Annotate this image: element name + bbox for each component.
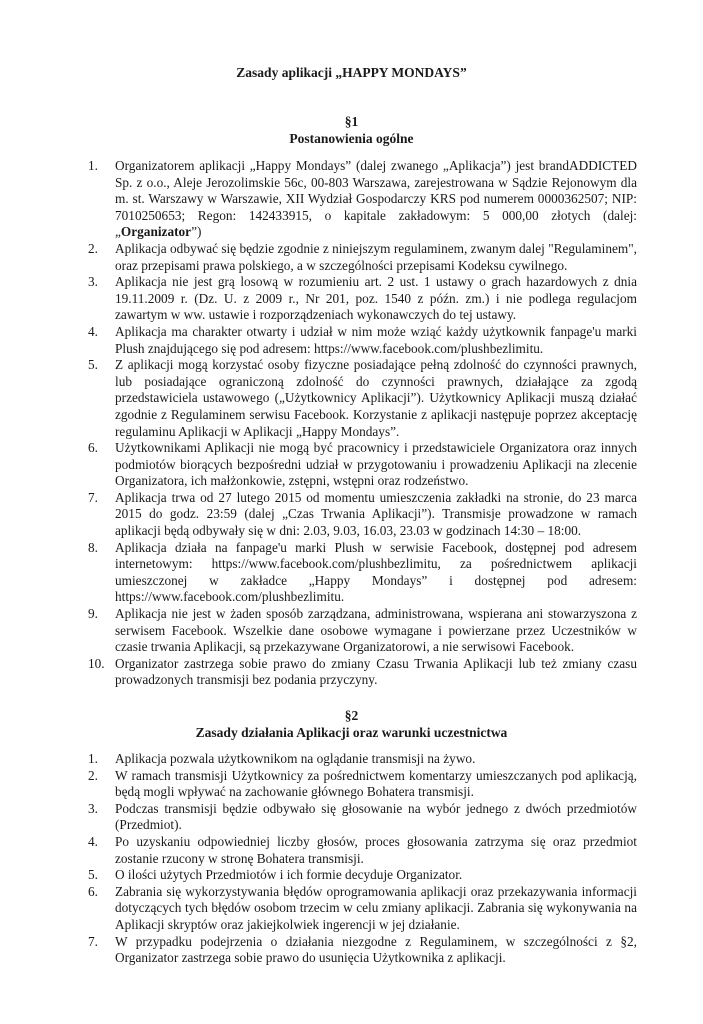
section-1-number: §1 xyxy=(344,114,359,129)
item-number: 6. xyxy=(88,440,98,456)
item-number: 4. xyxy=(88,833,98,849)
item-text: Zabrania się wykorzystywania błędów oprogramowania aplikacji oraz przekazywania informacji dotyczących tych błędów osobom trzecim w celu zmiany aplikacji. Zabrania się wykonywania na Aplikacji skryptów oraz jakiejkolwiek ingerencji w jej działanie. xyxy=(115,883,637,932)
item-text: Organizatorem aplikacji „Happy Mondays” (dalej zwanego „Aplikacja”) jest brandADDICTED Sp. z o.o., Aleje Jerozolimskie 56c, 00-803 Warszawa, zarejestrowana w Sądzie Rejonowym dla m. st. Warszawy w Warszawie, XII Wydział Gospodarczy KRS pod numerem 0000362507; NIP: 7010250653; Regon: 142433915, o kapitale zakładowym: 5 000,00 złotych (dalej: „Organizator”) xyxy=(115,158,637,240)
section-2-list xyxy=(88,751,637,967)
item-text: Aplikacja nie jest grą losową w rozumieniu art. 2 ust. 1 ustawy o grach hazardowych z dnia 19.11.2009 r. (Dz. U. z 2009 r., Nr 201, poz. 1540 z późn. zm.) i nie podlega regulacjom zawartym w ww. ustawie i rozporządzeniach wykonawczych do tej ustawy. xyxy=(115,274,637,323)
list-item xyxy=(88,800,637,834)
list-item xyxy=(88,158,637,241)
item-text: W przypadku podejrzenia o działania niezgodne z Regulaminem, w szczególności z §2, Organizator zastrzega sobie prawo do usunięcia Użytkownika z aplikacji. xyxy=(115,933,637,966)
list-item xyxy=(88,751,637,768)
item-text: Z aplikacji mogą korzystać osoby fizyczne posiadające pełną zdolność do czynności prawnych, lub posiadające ograniczoną zdolność do czynności prawnych, działające za zgodą przedstawiciela ustawowego („Użytkownicy Aplikacji”). Użytkownicy Aplikacji muszą działać zgodnie z Regulaminem serwisu Facebook. Korzystanie z aplikacji następuje poprzez akceptację regulaminu Aplikacji w Aplikacji „Happy Mondays”. xyxy=(115,357,637,439)
section-1-header xyxy=(0,113,703,147)
section-2-number: §2 xyxy=(344,708,359,723)
list-item xyxy=(88,767,637,801)
item-text: Aplikacja działa na fanpage'u marki Plush w serwisie Facebook, dostępnej pod adresem internetowym: https://www.facebook.com/plushbezlimitu, za pośrednictwem aplikacji umieszczonej w zakładce „Happy Mondays” i dostępnej pod adresem: https://www.facebook.com/plushbezlimitu. xyxy=(115,539,637,605)
item-number: 2. xyxy=(88,767,98,783)
item-number: 7. xyxy=(88,933,98,949)
item-text: Aplikacja pozwala użytkownikom na oglądanie transmisji na żywo. xyxy=(115,751,476,766)
section-1-heading: Postanowienia ogólne xyxy=(289,131,414,146)
item-number: 5. xyxy=(88,357,98,373)
list-item xyxy=(88,933,637,967)
item-text: Aplikacja odbywać się będzie zgodnie z niniejszym regulaminem, zwanym dalej "Regulaminem", oraz przepisami prawa polskiego, a w szczególności przepisami Kodeksu cywilnego. xyxy=(115,240,637,273)
item-text: Aplikacja nie jest w żaden sposób zarządzana, administrowana, wspierana ani stowarzyszona z serwisem Facebook. Wszelkie dane osobowe wymagane i powierzane przez Uczestników w czasie trwania Aplikacji, są przekazywane Organizatorowi, a nie serwisowi Facebook. xyxy=(115,606,637,655)
section-2-header xyxy=(0,707,703,741)
item-number: 9. xyxy=(88,606,98,622)
list-item xyxy=(88,357,637,440)
item-text: Aplikacja ma charakter otwarty i udział w nim może wziąć każdy użytkownik fanpage'u marki Plush znajdującego się pod adresem: https://www.facebook.com/plushbezlimitu. xyxy=(115,323,637,356)
list-item xyxy=(88,867,637,884)
item-number: 5. xyxy=(88,867,98,883)
list-item xyxy=(88,833,637,867)
list-item xyxy=(88,606,637,656)
item-text: Aplikacja trwa od 27 lutego 2015 od momentu umieszczenia zakładki na stronie, do 23 marca 2015 do godz. 23:59 (dalej „Czas Trwania Aplikacji”). Transmisje prowadzone w ramach aplikacji będą odbywały się w dni: 2.03, 9.03, 16.03, 23.03 w godzinach 14:30 – 18:00. xyxy=(115,489,637,539)
item-text: W ramach transmisji Użytkownicy za pośrednictwem komentarzy umieszczanych pod aplikacją, będą mogli wpływać na zachowanie głównego Bohatera transmisji. xyxy=(115,767,637,800)
item-text: Użytkownikami Aplikacji nie mogą być pracownicy i przedstawiciele Organizatora oraz innych podmiotów biorących bezpośredni udział w przygotowaniu i prowadzeniu Aplikacji na zlecenie Organizatora, ich małżonkowie, zstępni, wstępni oraz rodzeństwo. xyxy=(115,440,637,489)
item-text: Po uzyskaniu odpowiedniej liczby głosów, proces głosowania zatrzyma się oraz przedmiot zostanie rzucony w stronę Bohatera transmisji. xyxy=(115,833,637,866)
item-number: 2. xyxy=(88,240,98,256)
item-number: 10. xyxy=(88,655,105,671)
item-text: Organizator zastrzega sobie prawo do zmiany Czasu Trwania Aplikacji lub też zmiany czasu prowadzonych transmisji bez podania przyczyny. xyxy=(115,655,637,688)
item-number: 1. xyxy=(88,158,98,173)
item-number: 1. xyxy=(88,751,98,766)
item-number: 8. xyxy=(88,539,98,555)
document-title: Zasady aplikacji „HAPPY MONDAYS” xyxy=(236,65,467,80)
item-text: Podczas transmisji będzie odbywało się głosowanie na wybór jednego z dwóch przedmiotów (Przedmiot). xyxy=(115,800,637,833)
section-1-list xyxy=(88,158,637,689)
item-number: 7. xyxy=(88,489,98,505)
list-item xyxy=(88,323,637,357)
list-item xyxy=(88,655,637,689)
item-number: 3. xyxy=(88,800,98,816)
item-number: 6. xyxy=(88,883,98,899)
section-2-heading: Zasady działania Aplikacji oraz warunki uczestnictwa xyxy=(195,725,508,740)
list-item xyxy=(88,539,637,606)
list-item xyxy=(88,440,637,490)
organizer-term: Organizator xyxy=(120,224,192,240)
list-item xyxy=(88,240,637,274)
list-item xyxy=(88,274,637,324)
item-number: 3. xyxy=(88,274,98,290)
item-number: 4. xyxy=(88,323,98,339)
list-item xyxy=(88,883,637,934)
list-item xyxy=(88,489,637,540)
item-text: O ilości użytych Przedmiotów i ich formie decyduje Organizator. xyxy=(115,867,463,883)
